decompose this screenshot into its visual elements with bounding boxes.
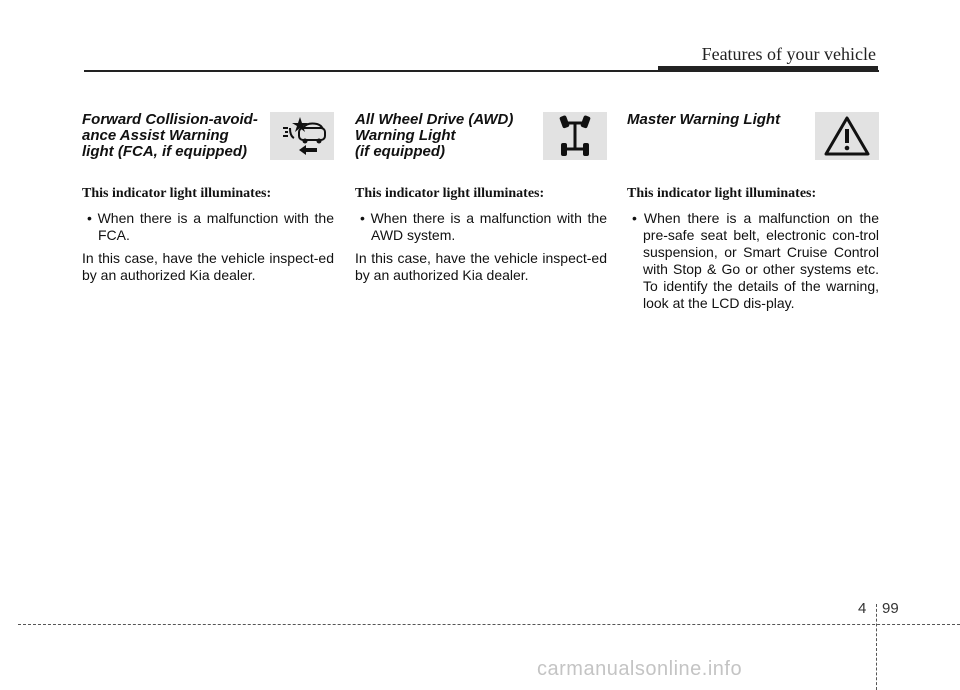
fca-title: Forward Collision-avoid- ance Assist Warning light (FCA, if equipped) [82, 111, 258, 160]
awd-bullet: • When there is a malfunction with the AWD system. [355, 210, 607, 244]
footer-divider [18, 624, 960, 625]
header-rule-accent [658, 66, 878, 72]
awd-subheading: This indicator light illuminates: [355, 186, 545, 201]
master-warning-icon [815, 112, 879, 160]
fca-warning-icon [270, 112, 334, 160]
footer-page-divider [876, 604, 877, 690]
column-master-head [627, 110, 879, 170]
column-awd [355, 110, 607, 284]
awd-warning-icon [543, 112, 607, 160]
fca-paragraph: In this case, have the vehicle inspect-ed by an authorized Kia dealer. [82, 250, 334, 283]
master-bullet: • When there is a malfunction on the pre-safe seat belt, electronic con-trol suspension, or Smart Cruise Control with Stop & Go or other systems etc. To identify the details of the warning, look at the LCD dis-play. [627, 210, 879, 312]
awd-paragraph: In this case, have the vehicle inspect-ed by an authorized Kia dealer. [355, 250, 607, 283]
fca-subheading: This indicator light illuminates: [82, 186, 272, 201]
chapter-number: 4 [858, 600, 867, 617]
fca-bullet: • When there is a malfunction with the FCA. [82, 210, 334, 244]
header-title: Features of your vehicle [701, 44, 876, 64]
awd-title: All Wheel Drive (AWD) Warning Light (if equipped) [355, 111, 514, 160]
column-awd-head [355, 110, 607, 170]
column-fca-head [82, 110, 334, 170]
page-number: 99 [882, 600, 899, 617]
watermark: carmanualsonline.info [537, 658, 743, 680]
master-subheading: This indicator light illuminates: [627, 186, 817, 201]
column-master-warning [627, 110, 879, 318]
column-fca [82, 110, 334, 284]
master-warning-title: Master Warning Light [627, 111, 781, 128]
